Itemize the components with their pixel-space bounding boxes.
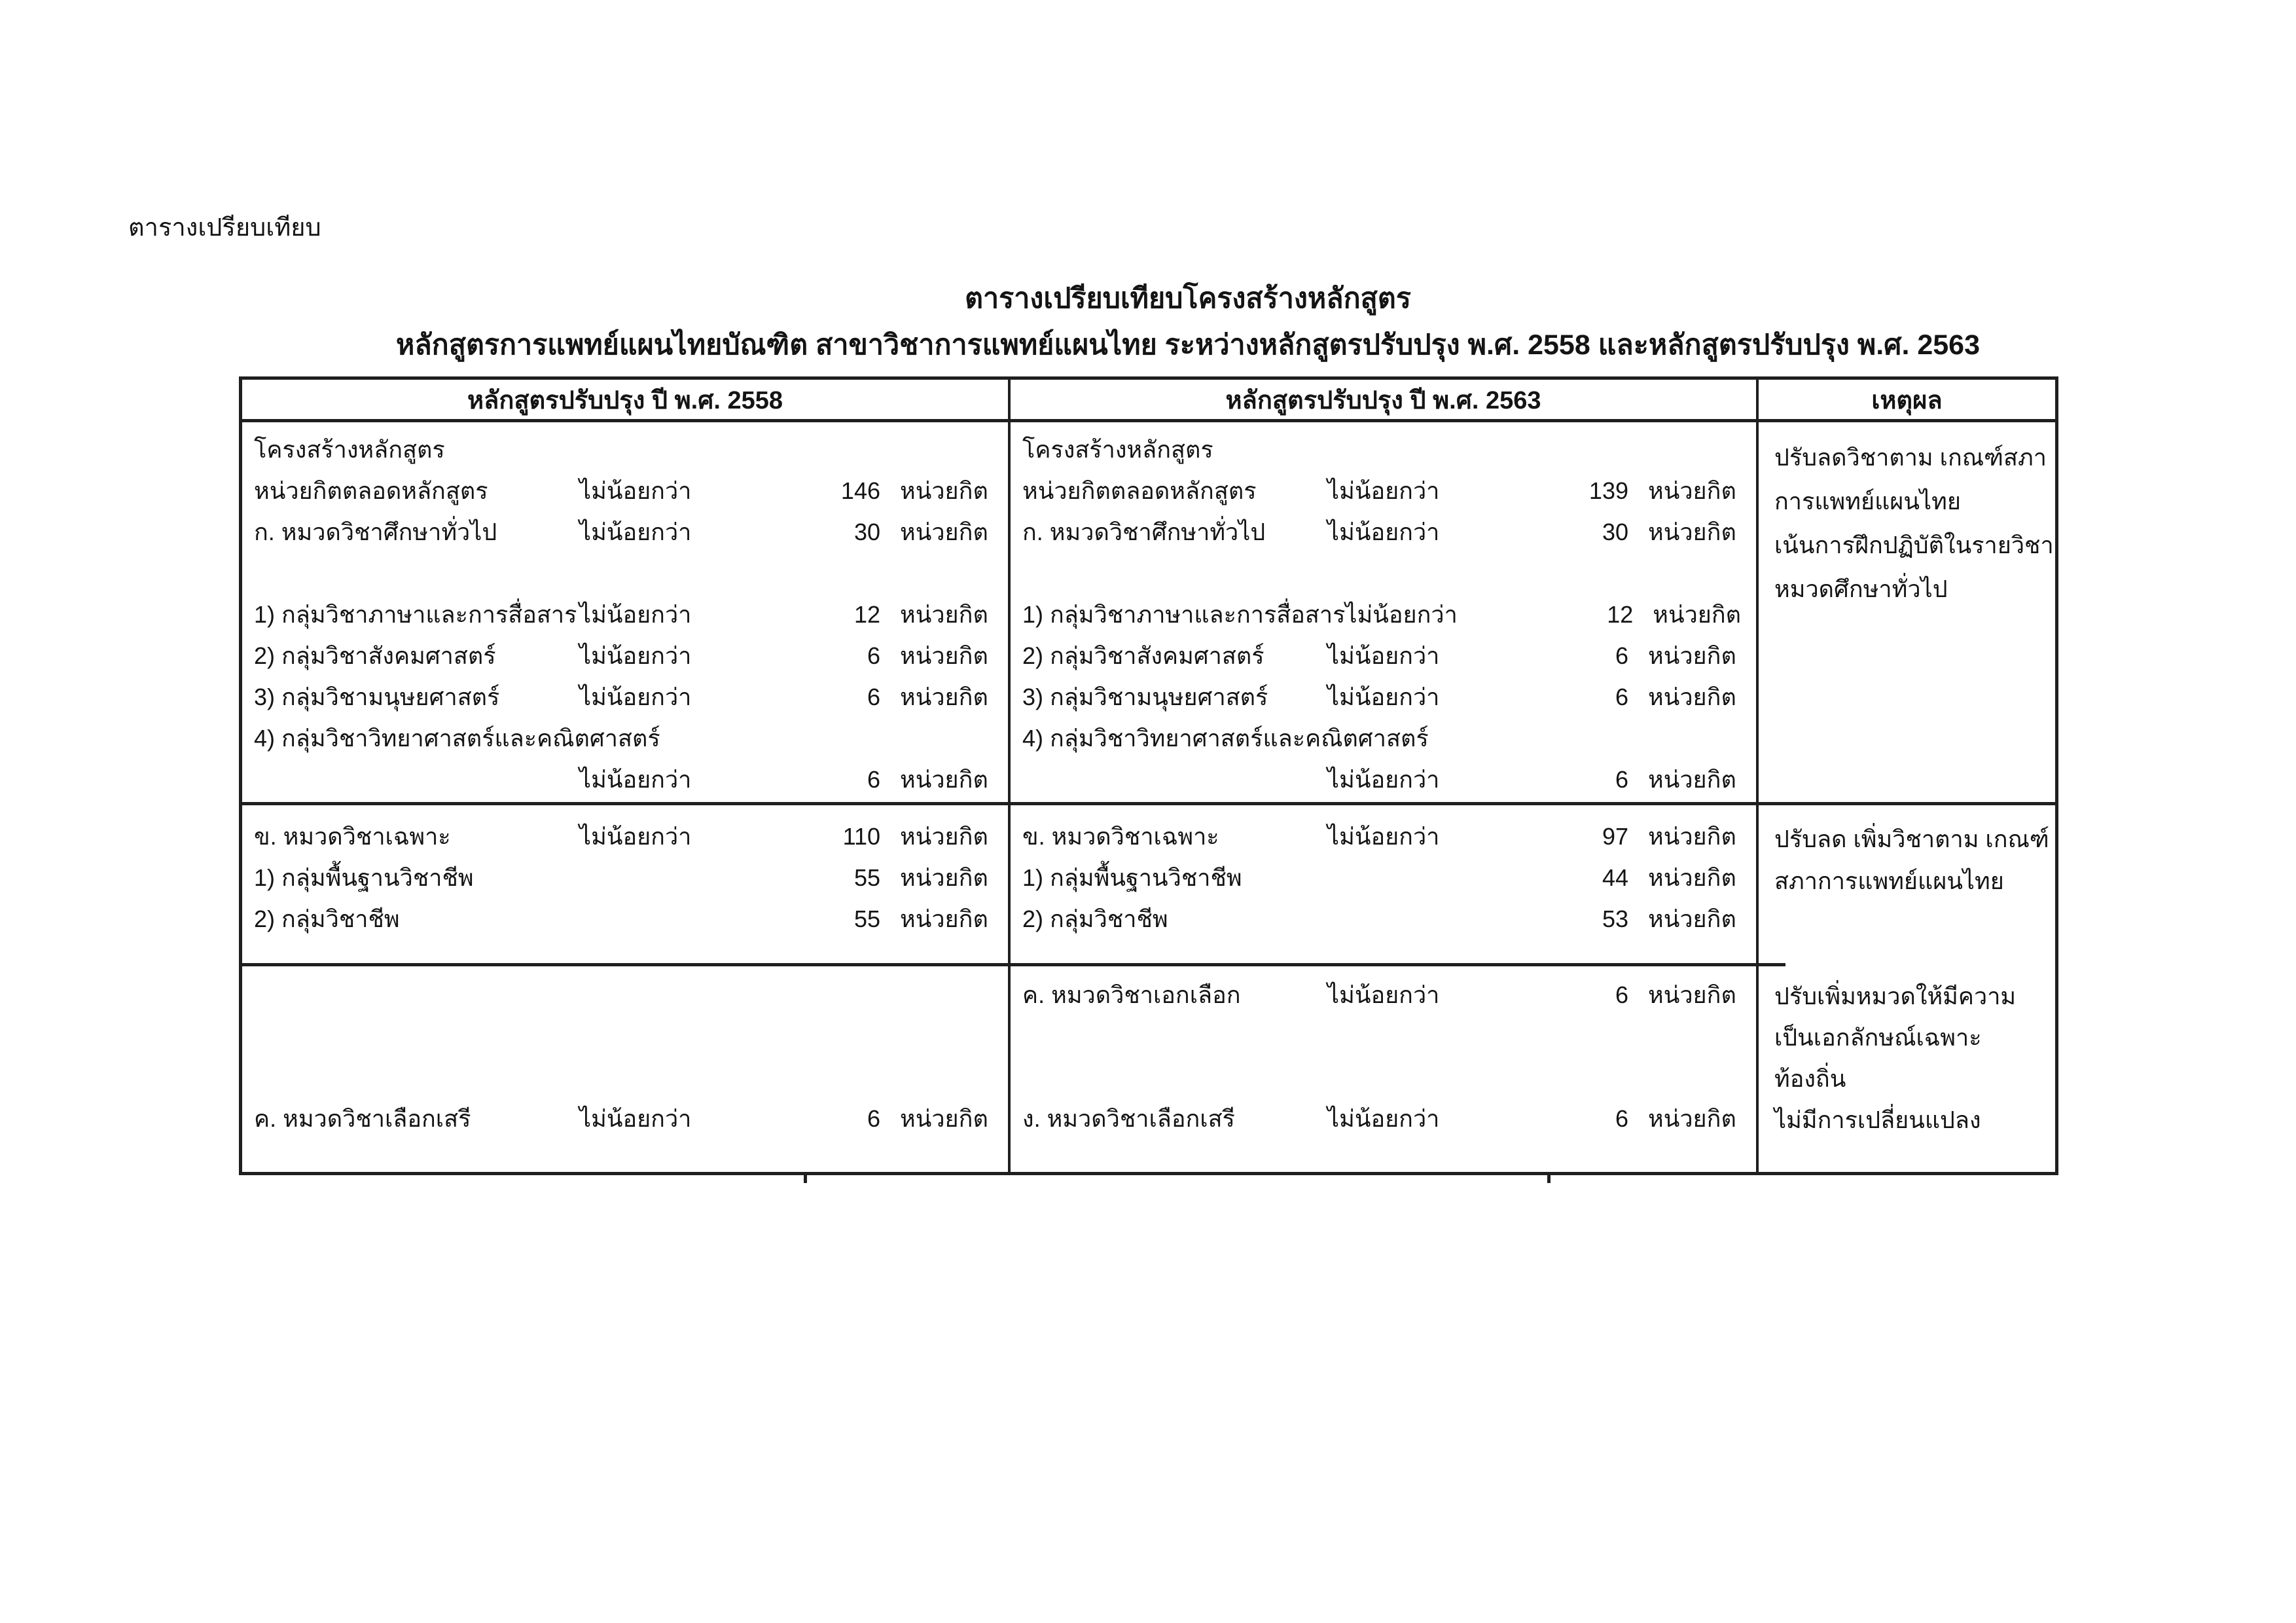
spacer-line [1011,553,1756,594]
curriculum-line [1011,816,1756,857]
line-credits: 55 [853,864,880,891]
line-credits: 6 [867,683,880,710]
line-condition: ไม่น้อยกว่า [1327,766,1440,793]
line-label: โครงสร้างหลักสูตร [254,436,445,463]
cell-reason-general [1759,422,2055,802]
line-unit: หน่วยกิต [900,905,988,932]
line-label: โครงสร้างหลักสูตร [1022,436,1213,463]
line-unit: หน่วยกิต [1648,823,1736,850]
line-unit: หน่วยกิต [1648,684,1736,710]
line-label: 1) กลุ่มวิชาภาษาและการสื่อสาร [1022,601,1346,628]
scan-artifact-tick [1547,1174,1551,1183]
header-cell-2558: หลักสูตรปรับปรุง ปี พ.ศ. 2558 [467,386,783,414]
line-condition: ไม่น้อยกว่า [1345,601,1458,628]
curriculum-line [1011,676,1756,718]
reason-line: เป็นเอกลักษณ์เฉพาะ [1774,1024,1982,1051]
line-credits: 12 [853,600,880,628]
line-condition: ไม่น้อยกว่า [1327,477,1440,504]
line-credits: 97 [1602,822,1628,850]
header-cell-2563: หลักสูตรปรับปรุง ปี พ.ศ. 2563 [1225,386,1541,414]
line-credits: 6 [1615,1104,1628,1132]
curriculum-line [1011,470,1756,511]
cell-2563-elective [1011,966,1756,1172]
line-credits: 55 [853,905,880,932]
line-label: ข. หมวดวิชาเฉพาะ [254,823,451,850]
line-label: ค. หมวดวิชาเลือกเสรี [254,1105,471,1132]
line-credits: 53 [1602,905,1628,932]
line-unit: หน่วยกิต [900,477,988,504]
cell-2558-general [242,422,1008,802]
line-label: 4) กลุ่มวิชาวิทยาศาสตร์และคณิตศาสตร์ [254,725,660,752]
line-label: 2) กลุ่มวิชาสังคมศาสตร์ [1022,642,1265,669]
line-unit: หน่วยกิต [900,823,988,850]
reason-line: การแพทย์แผนไทย [1774,488,1961,515]
line-credits: 6 [867,642,880,669]
reason-line: หมวดศึกษาทั่วไป [1774,575,1948,602]
line-unit: หน่วยกิต [1648,642,1736,669]
line-condition: ไม่น้อยกว่า [1327,823,1440,850]
line-credits: 110 [842,822,880,850]
line-credits: 6 [1615,981,1628,1008]
line-label: 2) กลุ่มวิชาชีพ [254,905,400,932]
line-unit: หน่วยกิต [900,864,988,891]
line-unit: หน่วยกิต [1648,905,1736,932]
line-unit: หน่วยกิต [900,601,988,628]
line-label: 1) กลุ่มพื้นฐานวิชาชีพ [254,864,474,891]
line-label: 1) กลุ่มพื้นฐานวิชาชีพ [1022,864,1242,891]
line-condition: ไม่น้อยกว่า [579,1105,692,1132]
curriculum-line [1011,429,1756,470]
line-label: ข. หมวดวิชาเฉพาะ [1022,823,1219,850]
reason-line: สภาการแพทย์แผนไทย [1774,867,2004,894]
curriculum-line [1011,594,1756,635]
line-credits: 6 [1615,642,1628,669]
reason-line: ไม่มีการเปลี่ยนแปลง [1774,1106,1981,1133]
table-title-line2: หลักสูตรการแพทย์แผนไทยบัณฑิต สาขาวิชาการแพทย์แผนไทย ระหว่างหลักสูตรปรับปรุง พ.ศ. 2558 และหลักสูตรปรับปรุง พ.ศ. 2563 [395,329,1981,361]
curriculum-line [242,718,1008,759]
cell-2558-specific [242,805,1008,963]
reason-line: ท้องถิ่น [1774,1065,1846,1092]
curriculum-line [1011,718,1756,759]
page-heading: ตารางเปรียบเทียบ [128,214,321,242]
line-unit: หน่วยกิต [1653,601,1742,628]
table-title-line1: ตารางเปรียบเทียบโครงสร้างหลักสูตร [965,283,1411,314]
line-condition: ไม่น้อยกว่า [1327,642,1440,669]
reason-line: ปรับเพิ่มหมวดให้มีความ [1774,983,2017,1010]
line-unit: หน่วยกิต [900,684,988,710]
line-label: หน่วยกิตตลอดหลักสูตร [1022,477,1257,504]
line-condition: ไม่น้อยกว่า [579,823,692,850]
line-label: 2) กลุ่มวิชาสังคมศาสตร์ [254,642,496,669]
cell-2563-general [1011,422,1756,802]
cell-2558-elective [242,966,1008,1172]
line-credits: 6 [867,765,880,793]
line-condition: ไม่น้อยกว่า [1327,1105,1440,1132]
curriculum-line [242,1098,1008,1139]
curriculum-line [1011,759,1756,800]
line-credits: 139 [1588,477,1628,504]
line-credits: 12 [1607,600,1634,628]
line-label: 1) กลุ่มวิชาภาษาและการสื่อสาร [254,601,577,628]
curriculum-line [242,594,1008,635]
line-credits: 6 [1615,765,1628,793]
curriculum-line [242,898,1008,939]
line-condition: ไม่น้อยกว่า [579,601,692,628]
curriculum-line [242,429,1008,470]
table-title-block [278,272,2098,365]
line-credits: 6 [1615,683,1628,710]
line-unit: หน่วยกิต [900,519,988,545]
curriculum-line [242,759,1008,800]
curriculum-line [242,635,1008,676]
curriculum-line [1011,974,1756,1015]
reason-line: ปรับลด เพิ่มวิชาตาม เกณฑ์ [1774,826,2049,852]
line-unit: หน่วยกิต [1648,519,1736,545]
line-unit: หน่วยกิต [1648,864,1736,891]
curriculum-line [1011,635,1756,676]
line-label: 3) กลุ่มวิชามนุษยศาสตร์ [254,684,500,710]
line-credits: 146 [840,477,880,504]
line-unit: หน่วยกิต [1648,1105,1736,1132]
line-credits: 30 [853,518,880,545]
line-label: 4) กลุ่มวิชาวิทยาศาสตร์และคณิตศาสตร์ [1022,725,1429,752]
line-condition: ไม่น้อยกว่า [579,519,692,545]
scan-artifact-tick [804,1174,807,1183]
curriculum-line [242,816,1008,857]
spacer-line [242,1057,1008,1098]
header-cell-reason: เหตุผล [1871,386,1943,414]
spacer-line [1011,1015,1756,1057]
spacer-line [242,1015,1008,1057]
line-credits: 30 [1602,518,1628,545]
line-label: ง. หมวดวิชาเลือกเสรี [1022,1105,1235,1132]
spacer-line [242,974,1008,1015]
line-condition: ไม่น้อยกว่า [579,642,692,669]
cell-reason-elective [1759,966,2055,1172]
curriculum-line [1011,898,1756,939]
spacer-line [1011,1057,1756,1098]
line-condition: ไม่น้อยกว่า [579,684,692,710]
line-condition: ไม่น้อยกว่า [1327,519,1440,545]
reason-line: ปรับลดวิชาตาม เกณฑ์สภา [1774,444,2047,471]
line-unit: หน่วยกิต [900,642,988,669]
cell-2563-specific [1011,805,1756,963]
curriculum-line [242,470,1008,511]
curriculum-line [242,511,1008,553]
curriculum-line [1011,857,1756,898]
line-label: 3) กลุ่มวิชามนุษยศาสตร์ [1022,684,1268,710]
curriculum-line [242,676,1008,718]
comparison-table [239,376,2058,1175]
line-label: ก. หมวดวิชาศึกษาทั่วไป [254,519,497,545]
line-credits: 6 [867,1104,880,1132]
cell-reason-specific [1759,805,2055,963]
curriculum-line [1011,1098,1756,1139]
line-label: 2) กลุ่มวิชาชีพ [1022,905,1168,932]
curriculum-line [242,857,1008,898]
line-label: ค. หมวดวิชาเอกเลือก [1022,981,1241,1008]
curriculum-line [1011,511,1756,553]
line-condition: ไม่น้อยกว่า [1327,981,1440,1008]
line-condition: ไม่น้อยกว่า [1327,684,1440,710]
line-unit: หน่วยกิต [1648,477,1736,504]
reason-line: เน้นการฝึกปฏิบัติในรายวิชา [1774,532,2054,558]
line-label: หน่วยกิตตลอดหลักสูตร [254,477,488,504]
line-unit: หน่วยกิต [900,766,988,793]
line-credits: 44 [1602,864,1628,891]
spacer-line [242,553,1008,594]
line-condition: ไม่น้อยกว่า [579,766,692,793]
line-unit: หน่วยกิต [1648,981,1736,1008]
line-condition: ไม่น้อยกว่า [579,477,692,504]
line-label: ก. หมวดวิชาศึกษาทั่วไป [1022,519,1266,545]
line-unit: หน่วยกิต [900,1105,988,1132]
line-unit: หน่วยกิต [1648,766,1736,793]
